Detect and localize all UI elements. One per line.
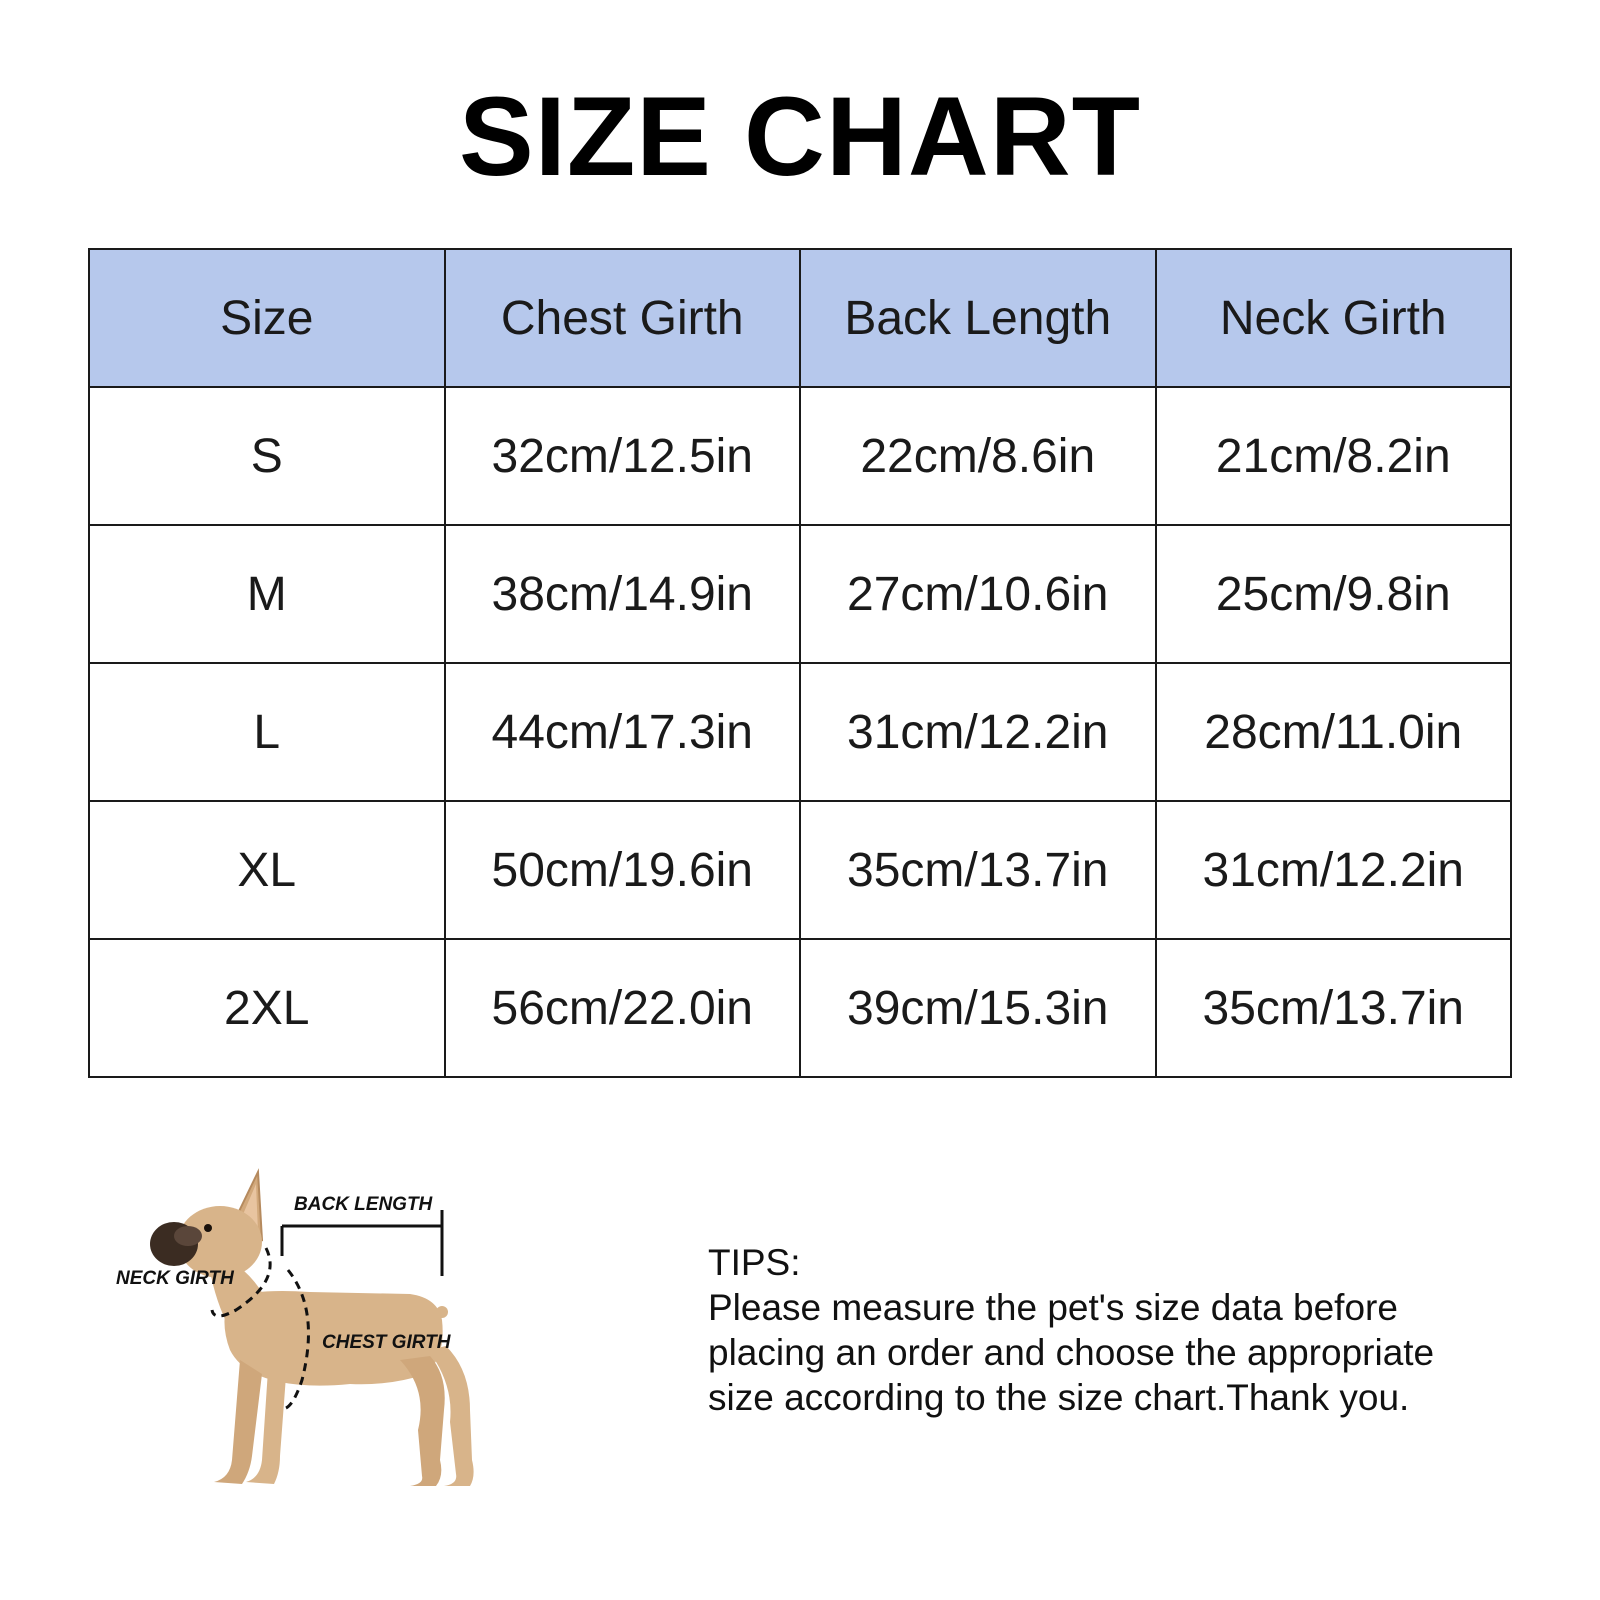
- page-title: SIZE CHART: [459, 74, 1141, 199]
- header-size: Size: [89, 249, 445, 387]
- table-row: [89, 387, 1511, 525]
- header-neck-girth: Neck Girth: [1156, 249, 1512, 387]
- tips-line: Please measure the pet's size data before: [708, 1287, 1398, 1328]
- table-row: [89, 801, 1511, 939]
- cell-back-length: 27cm/10.6in: [800, 525, 1156, 663]
- table-row: [89, 939, 1511, 1077]
- cell-neck-girth: 25cm/9.8in: [1156, 525, 1512, 663]
- header-chest-girth: Chest Girth: [445, 249, 801, 387]
- tips-line: size according to the size chart.Thank you.: [708, 1377, 1410, 1418]
- table-header-row: [89, 249, 1511, 387]
- cell-size: 2XL: [89, 939, 445, 1077]
- cell-chest-girth: 56cm/22.0in: [445, 939, 801, 1077]
- cell-chest-girth: 32cm/12.5in: [445, 387, 801, 525]
- cell-chest-girth: 44cm/17.3in: [445, 663, 801, 801]
- dog-measurement-diagram: [110, 1160, 510, 1520]
- cell-neck-girth: 35cm/13.7in: [1156, 939, 1512, 1077]
- table-row: [89, 663, 1511, 801]
- cell-back-length: 39cm/15.3in: [800, 939, 1156, 1077]
- cell-size: L: [89, 663, 445, 801]
- cell-size: S: [89, 387, 445, 525]
- back-length-label: BACK LENGTH: [294, 1194, 433, 1215]
- header-back-length: Back Length: [800, 249, 1156, 387]
- tips-block: [708, 1240, 1568, 1420]
- cell-back-length: 35cm/13.7in: [800, 801, 1156, 939]
- cell-size: M: [89, 525, 445, 663]
- cell-neck-girth: 28cm/11.0in: [1156, 663, 1512, 801]
- chest-girth-label: CHEST GIRTH: [322, 1332, 451, 1353]
- dog-illustration: [150, 1172, 474, 1486]
- tips-heading: TIPS:: [708, 1242, 801, 1283]
- neck-girth-label: NECK GIRTH: [116, 1268, 234, 1289]
- cell-chest-girth: 38cm/14.9in: [445, 525, 801, 663]
- table-row: [89, 525, 1511, 663]
- tips-line: placing an order and choose the appropriate: [708, 1332, 1435, 1373]
- cell-size: XL: [89, 801, 445, 939]
- size-table: [88, 248, 1512, 1078]
- cell-chest-girth: 50cm/19.6in: [445, 801, 801, 939]
- cell-neck-girth: 21cm/8.2in: [1156, 387, 1512, 525]
- cell-neck-girth: 31cm/12.2in: [1156, 801, 1512, 939]
- cell-back-length: 31cm/12.2in: [800, 663, 1156, 801]
- cell-back-length: 22cm/8.6in: [800, 387, 1156, 525]
